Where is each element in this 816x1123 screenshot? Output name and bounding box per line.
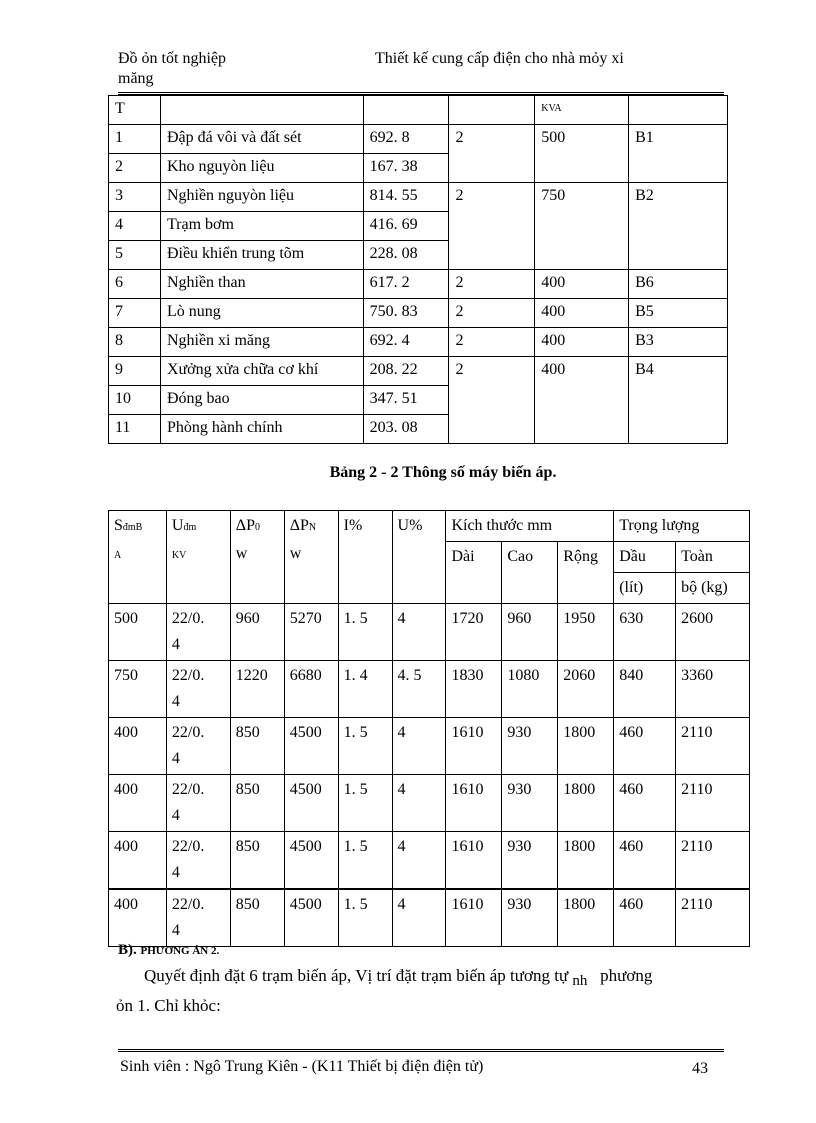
table-cell: 960 <box>502 604 558 661</box>
table-cell: 850 <box>230 832 284 890</box>
table-cell: 1. 4 <box>338 661 392 718</box>
table-cell: 4 <box>392 889 446 947</box>
table-cell: 460 <box>614 889 676 947</box>
table-cell: T <box>109 96 161 125</box>
table-cell: 1610 <box>446 718 502 775</box>
table-cell: 6680 <box>284 661 338 718</box>
table-cell: 2600 <box>676 604 750 661</box>
table-cell: 4. 5 <box>392 661 446 718</box>
table-cell: 1720 <box>446 604 502 661</box>
table-cell: 9 <box>109 357 161 386</box>
table-row <box>109 125 728 154</box>
table-header-row <box>109 511 750 542</box>
table-cell: 750. 83 <box>363 299 449 328</box>
table-cell: 4500 <box>284 718 338 775</box>
table-row <box>109 832 750 890</box>
header-u-dm: Uđm KV <box>166 511 230 604</box>
footer-text: Sinh viên : Ngô Trung Kiên - (K11 Thiết bị điện điện tử) <box>120 1058 484 1075</box>
table-row <box>109 661 750 718</box>
section-heading: B). PHƯƠNG ÁN 2. <box>118 942 220 958</box>
table-cell: 400 <box>535 328 629 357</box>
table-cell: 630 <box>614 604 676 661</box>
table-cell: 4 <box>109 212 161 241</box>
table-cell: B2 <box>629 183 728 270</box>
footer-rule <box>118 1049 724 1052</box>
table-cell: 840 <box>614 661 676 718</box>
table-cell: 2 <box>449 357 535 444</box>
table-cell: 4500 <box>284 832 338 890</box>
table-cell: 400 <box>535 299 629 328</box>
table-cell: 1830 <box>446 661 502 718</box>
table-cell: 8 <box>109 328 161 357</box>
table-cell: 1. 5 <box>338 604 392 661</box>
table-cell: 2 <box>449 299 535 328</box>
header-weight: Trọng lượng <box>614 511 750 542</box>
table-cell: 1080 <box>502 661 558 718</box>
table-cell: 1800 <box>558 889 614 947</box>
table-row <box>109 357 728 386</box>
table-cell: Đập đá vôi và đất sét <box>160 125 363 154</box>
table-cell: Trạm bơm <box>160 212 363 241</box>
table-cell: 167. 38 <box>363 154 449 183</box>
paragraph: ỏn 1. Chỉ khỏc: <box>116 996 221 1015</box>
table-cell: Nghiền nguyòn liệu <box>160 183 363 212</box>
table-cell: 814. 55 <box>363 183 449 212</box>
table-cell: Điều khiển trung tõm <box>160 241 363 270</box>
table-cell: 1610 <box>446 889 502 947</box>
table-cell: 10 <box>109 386 161 415</box>
table-cell: B3 <box>629 328 728 357</box>
table-cell: 2 <box>449 183 535 270</box>
table-cell: 2 <box>109 154 161 183</box>
header-toan-unit: bộ (kg) <box>676 573 750 604</box>
table-cell: 500 <box>535 125 629 183</box>
table-cell: 460 <box>614 775 676 832</box>
table-cell <box>629 96 728 125</box>
table-cell: 3360 <box>676 661 750 718</box>
table-cell: 22/0. 4 <box>166 889 230 947</box>
table-cell: 1800 <box>558 775 614 832</box>
table-cell: KVA <box>535 96 629 125</box>
table-cell: 5270 <box>284 604 338 661</box>
table-cell: 228. 08 <box>363 241 449 270</box>
table-cell: 1220 <box>230 661 284 718</box>
table-cell: 400 <box>535 357 629 444</box>
table-cell: Lò nung <box>160 299 363 328</box>
table-cell: 850 <box>230 775 284 832</box>
table-cell: 500 <box>109 604 167 661</box>
table-cell: 400 <box>109 889 167 947</box>
header-cao: Cao <box>502 542 558 604</box>
table-row <box>109 775 750 832</box>
table-row <box>109 183 728 212</box>
table-cell: 2110 <box>676 889 750 947</box>
table-cell: 347. 51 <box>363 386 449 415</box>
header-right: Thiết kế cung cấp điện cho nhà mỏy xi <box>375 50 624 67</box>
table-row <box>109 889 750 947</box>
table-cell: 22/0. 4 <box>166 661 230 718</box>
table-cell: Phòng hành chính <box>160 415 363 444</box>
table-cell: 400 <box>109 775 167 832</box>
table-cell: 750 <box>535 183 629 270</box>
table-cell: 460 <box>614 832 676 890</box>
table-cell: 1. 5 <box>338 718 392 775</box>
table-cell: 4 <box>392 604 446 661</box>
table-cell: 2 <box>449 125 535 183</box>
table-cell: 930 <box>502 889 558 947</box>
table-cell: Xưởng xửa chữa cơ khí <box>160 357 363 386</box>
table-cell: 22/0. 4 <box>166 604 230 661</box>
table-row <box>109 270 728 299</box>
table-cell: 2110 <box>676 775 750 832</box>
table-cell: 4 <box>392 775 446 832</box>
table-cell: 850 <box>230 889 284 947</box>
table-cell: 22/0. 4 <box>166 718 230 775</box>
table-cell <box>363 96 449 125</box>
header-left: Đồ ỏn tốt nghiệp <box>118 50 226 67</box>
table-row <box>109 328 728 357</box>
table-header-row <box>109 96 728 125</box>
table-cell: B1 <box>629 125 728 183</box>
table-cell: 22/0. 4 <box>166 832 230 890</box>
paragraph: Quyết định đặt 6 trạm biến áp, Vị trí đặt trạm biến áp tương tự nh phương <box>144 966 653 989</box>
table-cell: 416. 69 <box>363 212 449 241</box>
header-toan: Toàn <box>676 542 750 573</box>
table-cell: 617. 2 <box>363 270 449 299</box>
header-i: I% <box>338 511 392 604</box>
header-u: U% <box>392 511 446 604</box>
page-number: 43 <box>692 1060 708 1077</box>
table-cell: 208. 22 <box>363 357 449 386</box>
header-dau-unit: (lít) <box>614 573 676 604</box>
table-cell <box>449 96 535 125</box>
table-cell: B6 <box>629 270 728 299</box>
header-rong: Rộng <box>558 542 614 604</box>
table-cell: Kho nguyòn liệu <box>160 154 363 183</box>
header-p0: ΔP0 w <box>230 511 284 604</box>
table-cell: 4500 <box>284 775 338 832</box>
table-cell: 692. 8 <box>363 125 449 154</box>
table-cell: 960 <box>230 604 284 661</box>
table-cell: 1. 5 <box>338 775 392 832</box>
table-cell: Nghiền xi măng <box>160 328 363 357</box>
table-cell: B4 <box>629 357 728 444</box>
table-cell: 2110 <box>676 718 750 775</box>
table-cell: 460 <box>614 718 676 775</box>
header-dau: Dầu <box>614 542 676 573</box>
table-row <box>109 604 750 661</box>
table-cell: Đóng bao <box>160 386 363 415</box>
table-cell: 2 <box>449 270 535 299</box>
table-cell: 4500 <box>284 889 338 947</box>
table-cell: 1610 <box>446 775 502 832</box>
header-dai: Dài <box>446 542 502 604</box>
transformer-spec-table <box>108 510 750 947</box>
table-cell: 4 <box>392 718 446 775</box>
table-caption: Bảng 2 - 2 Thông số máy biến áp. <box>329 464 557 481</box>
table-cell: 2 <box>449 328 535 357</box>
table-cell: 930 <box>502 832 558 890</box>
table-cell: 750 <box>109 661 167 718</box>
table-cell: 850 <box>230 718 284 775</box>
table-cell: 400 <box>109 832 167 890</box>
table-row <box>109 718 750 775</box>
table-cell: 3 <box>109 183 161 212</box>
table-cell <box>160 96 363 125</box>
header-pn: ΔPN w <box>284 511 338 604</box>
table-cell: 203. 08 <box>363 415 449 444</box>
table-cell: 7 <box>109 299 161 328</box>
table-cell: B5 <box>629 299 728 328</box>
table-cell: 1800 <box>558 832 614 890</box>
table-cell: 5 <box>109 241 161 270</box>
table-cell: 2110 <box>676 832 750 890</box>
substation-table <box>108 95 728 444</box>
table-cell: 930 <box>502 718 558 775</box>
header-size: Kích thước mm <box>446 511 614 542</box>
table-cell: 11 <box>109 415 161 444</box>
table-cell: 4 <box>392 832 446 890</box>
table-cell: 1610 <box>446 832 502 890</box>
table-cell: Nghiền than <box>160 270 363 299</box>
table-cell: 692. 4 <box>363 328 449 357</box>
table-cell: 930 <box>502 775 558 832</box>
table-cell: 22/0. 4 <box>166 775 230 832</box>
table-cell: 1. 5 <box>338 832 392 890</box>
table-cell: 400 <box>109 718 167 775</box>
table-cell: 1950 <box>558 604 614 661</box>
table-cell: 400 <box>535 270 629 299</box>
table-cell: 6 <box>109 270 161 299</box>
table-cell: 1 <box>109 125 161 154</box>
table-cell: 1800 <box>558 718 614 775</box>
table-cell: 1. 5 <box>338 889 392 947</box>
table-cell: 2060 <box>558 661 614 718</box>
header-s-dm: SđmB A <box>109 511 167 604</box>
header-left-wrap: măng <box>118 70 154 87</box>
table-row <box>109 299 728 328</box>
